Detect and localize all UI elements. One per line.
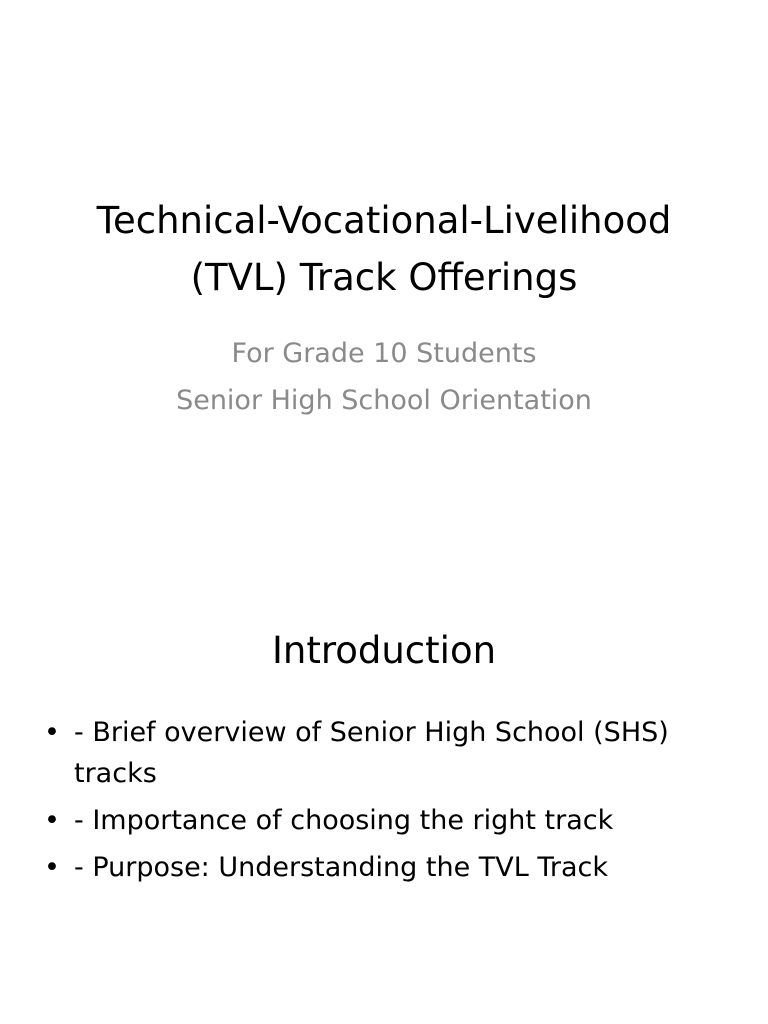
- introduction-slide: [0, 512, 768, 1024]
- slide-title-line-2: (TVL) Track Offerings: [190, 256, 578, 299]
- slide-title-line-1: Technical-Vocational-Livelihood: [96, 199, 672, 242]
- slide-subtitle-line-2: Senior High School Orientation: [176, 385, 592, 416]
- bullet-text: - Importance of choosing the right track: [74, 805, 614, 836]
- bullet-item: [0, 800, 768, 841]
- slide-subtitle-line-1: For Grade 10 Students: [231, 338, 537, 369]
- bullet-text: - Purpose: Understanding the TVL Track: [74, 852, 609, 883]
- bullet-item: [0, 847, 768, 888]
- bullet-list: [0, 712, 768, 894]
- introduction-heading: Introduction: [271, 629, 497, 672]
- slide-title: [40, 192, 728, 306]
- bullet-point-icon: •: [44, 717, 60, 748]
- bullet-point-icon: •: [44, 852, 60, 883]
- bullet-text: - Brief overview of Senior High School (SHS) tracks: [74, 717, 669, 789]
- bullet-point-icon: •: [44, 805, 60, 836]
- bullet-item: [0, 712, 768, 794]
